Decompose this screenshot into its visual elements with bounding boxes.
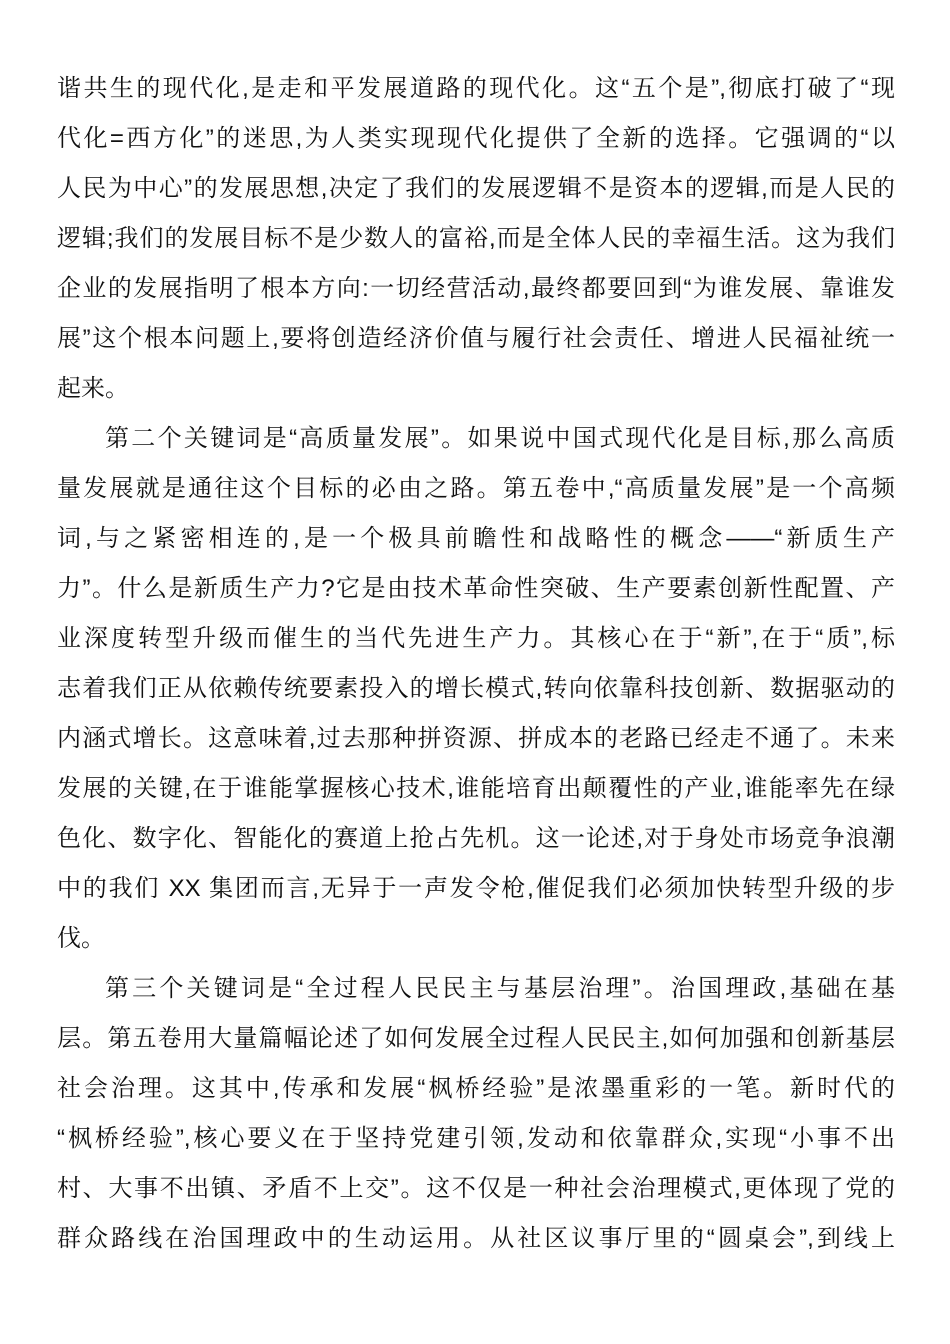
text-line: 企业的发展指明了根本方向:一切经营活动,最终都要回到“为谁发展、靠谁发 [57, 275, 895, 302]
text-line: 展”这个根本问题上,要将创造经济价值与履行社会责任、增进人民福祉统一 [57, 325, 895, 352]
text-line: 代化=西方化”的迷思,为人类实现现代化提供了全新的选择。它强调的“以 [57, 125, 895, 152]
text-line: 群众路线在治国理政中的生动运用。从社区议事厅里的“圆桌会”,到线上 [57, 1225, 895, 1252]
text-line: 第三个关键词是“全过程人民民主与基层治理”。治国理政,基础在基 [105, 975, 895, 1002]
text-line: 色化、数字化、智能化的赛道上抢占先机。这一论述,对于身处市场竞争浪潮 [57, 825, 895, 852]
text-line: 志着我们正从依赖传统要素投入的增长模式,转向依靠科技创新、数据驱动的 [57, 675, 895, 702]
text-line: 发展的关键,在于谁能掌握核心技术,谁能培育出颠覆性的产业,谁能率先在绿 [57, 775, 895, 802]
text-line: 量发展就是通往这个目标的必由之路。第五卷中,“高质量发展”是一个高频 [57, 475, 895, 502]
text-line: 起来。 [57, 375, 129, 402]
text-line: “枫桥经验”,核心要义在于坚持党建引领,发动和依靠群众,实现“小事不出 [57, 1125, 895, 1152]
text-line: 层。第五卷用大量篇幅论述了如何发展全过程人民民主,如何加强和创新基层 [57, 1025, 895, 1052]
text-line: 内涵式增长。这意味着,过去那种拼资源、拼成本的老路已经走不通了。未来 [57, 725, 895, 752]
text-line: 社会治理。这其中,传承和发展“枫桥经验”是浓墨重彩的一笔。新时代的 [57, 1075, 895, 1102]
paragraph-3 [57, 964, 895, 1264]
text-line: 词,与之紧密相连的,是一个极具前瞻性和战略性的概念——“新质生产 [57, 525, 895, 552]
text-line: 第二个关键词是“高质量发展”。如果说中国式现代化是目标,那么高质 [105, 425, 895, 452]
text-line: 谐共生的现代化,是走和平发展道路的现代化。这“五个是”,彻底打破了“现 [57, 75, 895, 102]
text-line: 力”。什么是新质生产力?它是由技术革命性突破、生产要素创新性配置、产 [57, 575, 895, 602]
text-line: 伐。 [57, 925, 105, 952]
text-line: 逻辑;我们的发展目标不是少数人的富裕,而是全体人民的幸福生活。这为我们 [57, 225, 895, 252]
paragraph-2 [57, 414, 895, 964]
text-line: 人民为中心”的发展思想,决定了我们的发展逻辑不是资本的逻辑,而是人民的 [57, 175, 895, 202]
text-line: 中的我们 XX 集团而言,无异于一声发令枪,催促我们必须加快转型升级的步 [57, 875, 895, 902]
text-line: 村、大事不出镇、矛盾不上交”。这不仅是一种社会治理模式,更体现了党的 [57, 1175, 895, 1202]
text-line: 业深度转型升级而催生的当代先进生产力。其核心在于“新”,在于“质”,标 [57, 625, 895, 652]
paragraph-1 [57, 64, 895, 414]
